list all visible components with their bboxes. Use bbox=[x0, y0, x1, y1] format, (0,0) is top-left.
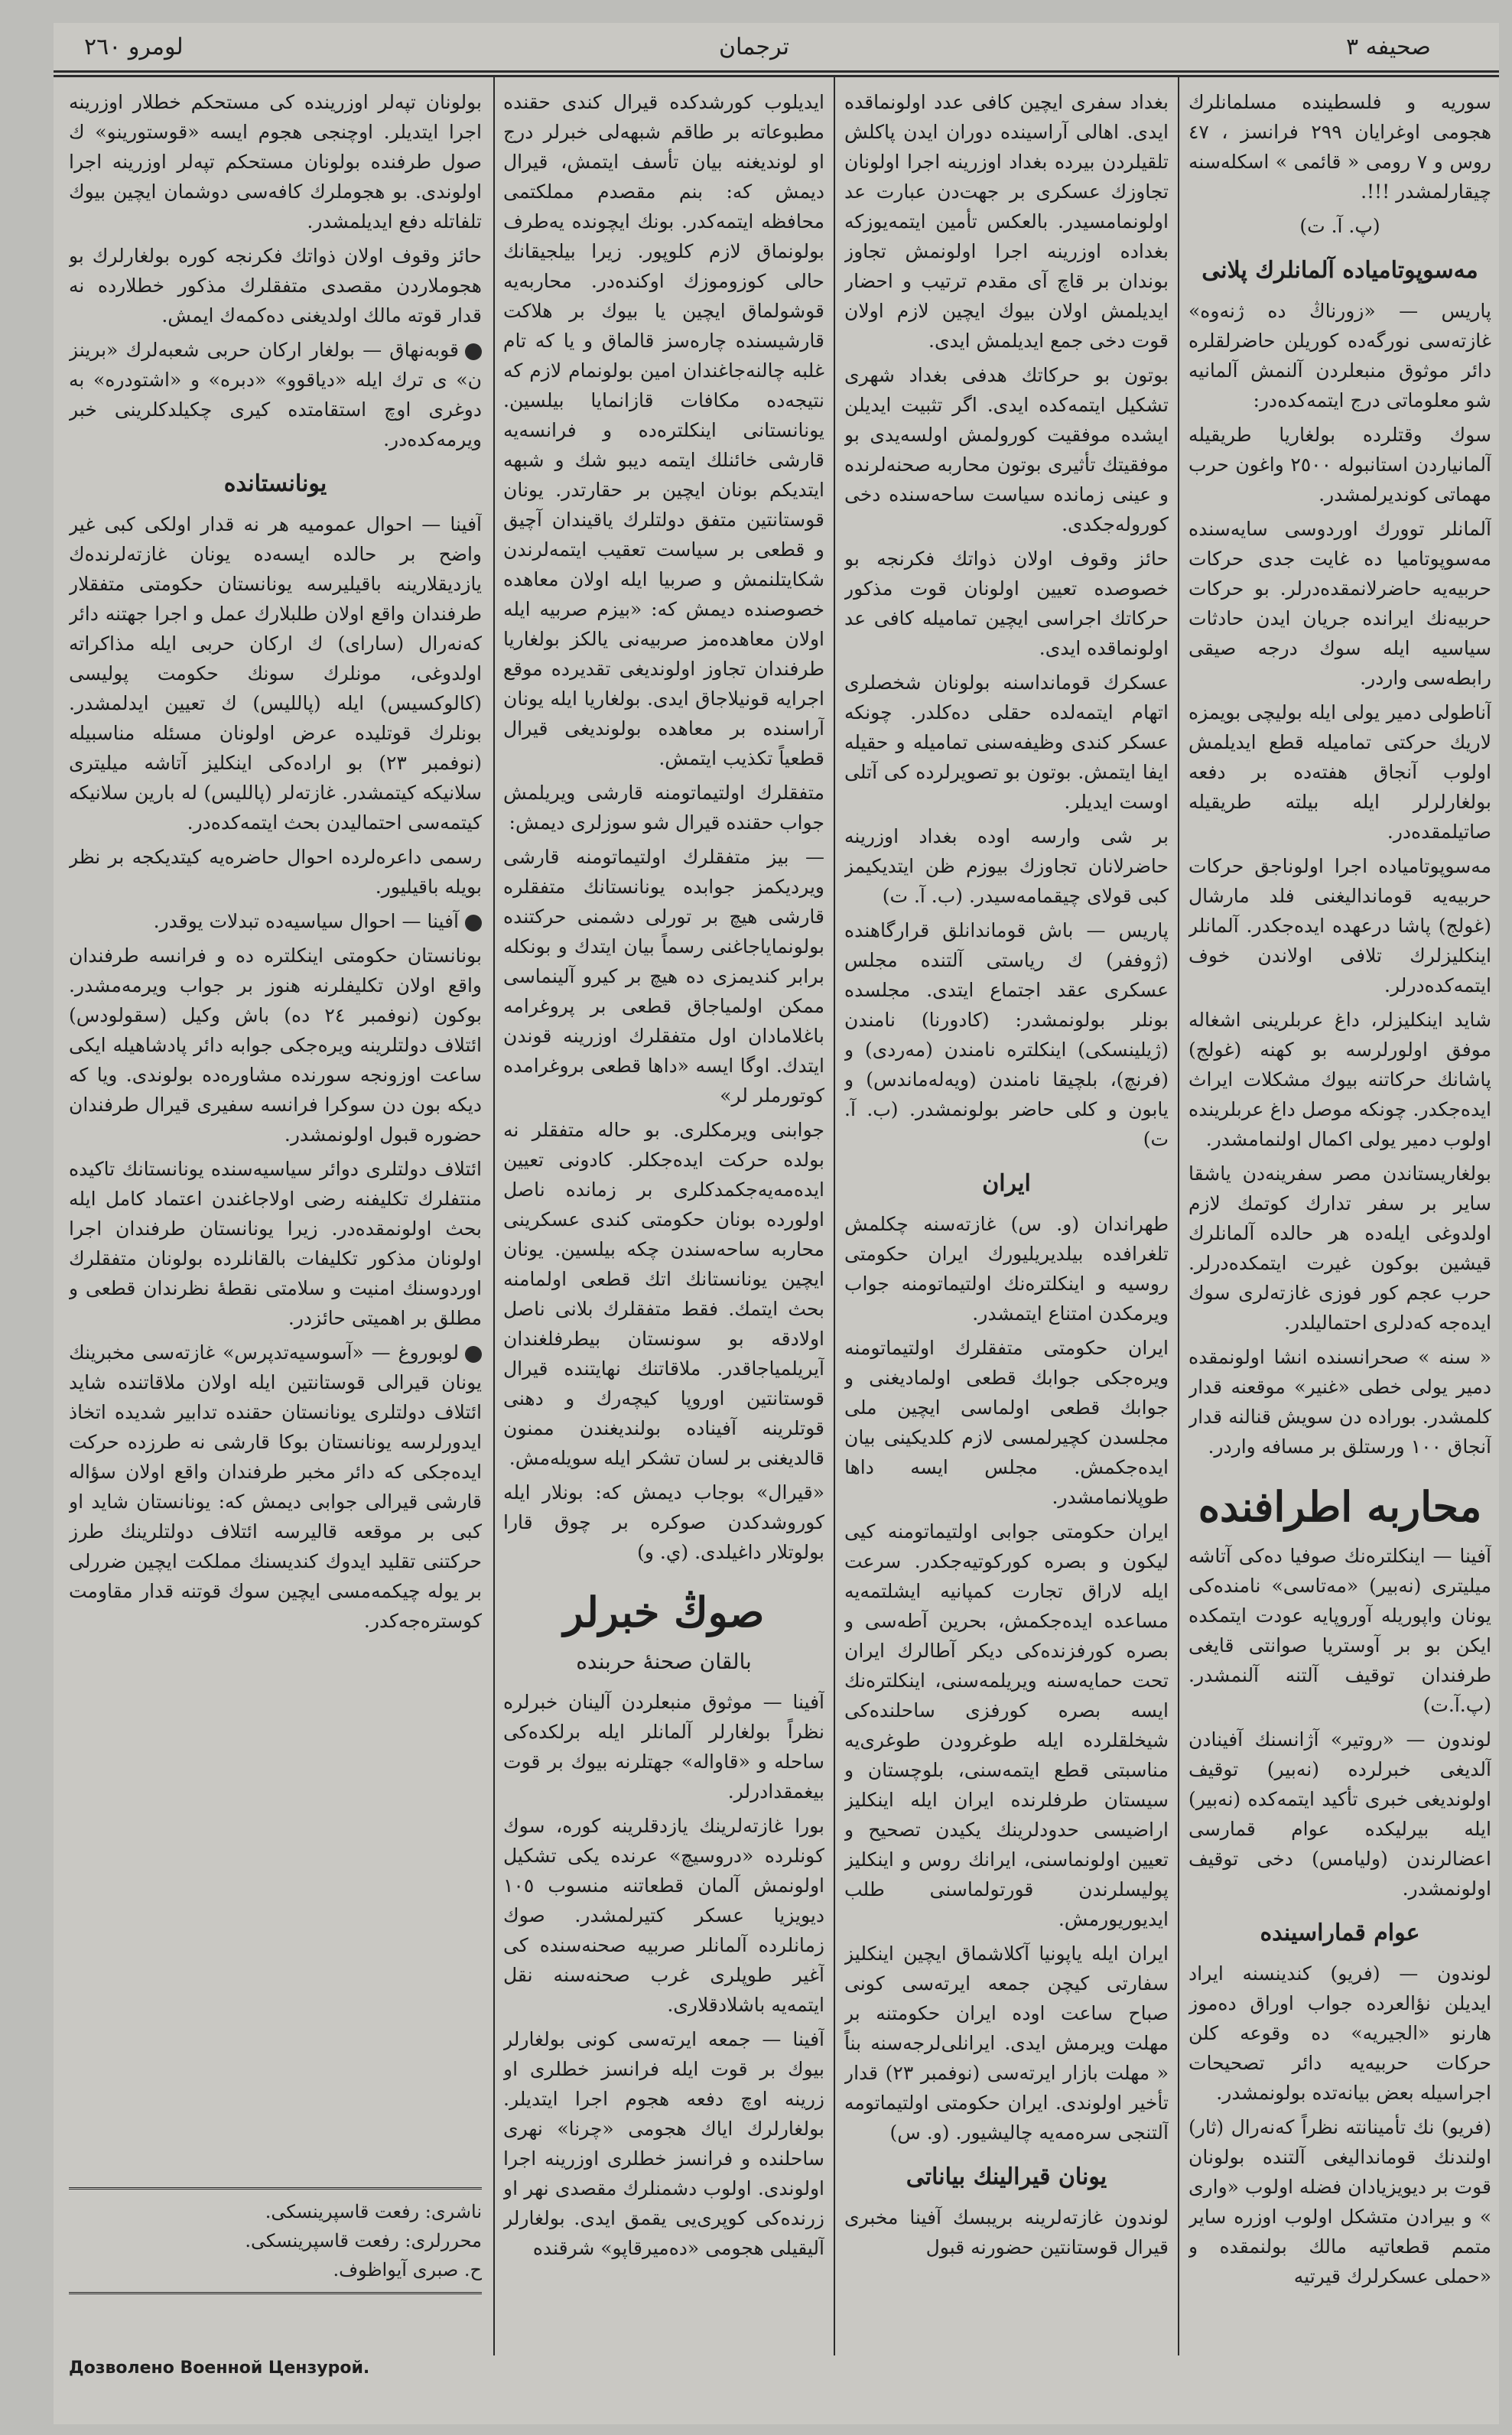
publisher-name: رفعت قاسپرينسكى. bbox=[265, 2201, 420, 2222]
article-heading: ايران bbox=[982, 1170, 1031, 1197]
editors-row bbox=[69, 2226, 482, 2255]
editor-name: ح. صبرى آيواظوف. bbox=[333, 2259, 482, 2281]
paragraph: « سنه » صحرانسنده انشا اولونمقده دمير يولى خطى «غنير» موقعنه قدار كلمشدر. بوراده دن سويش قنالنه قدار آنجاق ١٠٠ ورستلق بر مسافه واردر. bbox=[1188, 1346, 1491, 1458]
article-heading: يونان قيرالينك بياناتى bbox=[906, 2164, 1107, 2190]
censorship-note: Дозволено Военной Цензурой. bbox=[69, 2359, 370, 2378]
header-rule-2 bbox=[54, 75, 1499, 77]
column-divider bbox=[834, 76, 835, 2355]
paragraph: لوندون — «روتير» آژانسنك آفينادن آلديغى خبرلرده (نه‌بير) توقيف اولونديغى خبرى تأكيد ايتمه‌كده (نه‌بير) ايله بيرليكده عوام قمارسى اعضالرندن (وليامس) دخى توقيف اولونمشدر. bbox=[1188, 1728, 1491, 1900]
paragraph: شايد اينكليزلر، داغ عربلرينى اشغاله موفق اولورلرسه بو كهنه (غولج) پاشانك حركاتنه بيوك مشكلات ايراث ايده‌جكدر. چونكه موصل داغ عربلرينده اولوب دمير يولى اكمال اولنمامشدر. bbox=[1188, 1009, 1491, 1150]
paragraph: ايران حكومتى متفقلرك اولتيماتومنه ويره‌جكى جوابك قطعى اولماديغنى و جوابك قطعى اولماسى ايچين ملى مجلسدن كچيرلمسى لازم كلديكينى بيان ايده‌جكمش. مجلس ايسه داها طوپلانمامشدر. bbox=[844, 1337, 1169, 1508]
paragraph: لوندون غازته‌لرينه بريبسك آفينا مخبرى قيرال قوستانتين حضورنه قبول bbox=[844, 2206, 1169, 2258]
paragraph: ايران ايله ياپونيا آكلاشماق ايچين اينكليز سفارتى كيچن جمعه ايرته‌سى كونى صباح ساعت اوده ايران حكومتنه بر مهلت ويرمش ايدى. ايرانلى‌لرجه‌سنه بناً « مهلت بازار ايرته‌سى (نوفمبر ٢٣) قدار تأخير اولوندى. ايران حكومتى اولتيماتومه آلتنجى سره‌مه‌يه چاليشيور. (و. س) bbox=[844, 1942, 1169, 2144]
paragraph: آفينا — احوال عموميه هر نه قدار اولكى كبى غير واضح بر حالده ايسه‌ده يونان غازته‌لرنده‌ك يازديقلارينه باقيليرسه يونانستان حكومتى متفقلار طرفندان واقع اولان طلبلارك عمل و اجرا جهتنه دائر كه‌نه‌رال (ساراى) ك اركان حربى ايله مذاكراته اولدوغى، مونلرك سونك حكومت پوليسى (كالوكسيس) ايله (پالليس) ك تعيين ايدلمشدر. بونلرك قوتليده عرض اولونان مسئله مناسبيله (نوفمبر ٢٣) بو اراده‌كى اينكليز آتاشه ميليترى سلانيكه كيتمشدر. غازته‌لر (پالليس) له بارين سلانيكه كيتمه‌سى احتماليدن بحث ايتمه‌كده‌در. bbox=[69, 513, 482, 834]
imprint bbox=[69, 2187, 482, 2294]
paragraph: آفينا — جمعه ايرته‌سى كونى بولغارلر بيوك بر قوت ايله فرانسز خطلرى او زرينه اوچ دفعه هجوم اجرا ايتديلر. بولغارلرك اياك هجومى «چرنا» نهرى ساحلنده و فرانسز خطلرى اوزرينه اجرا اولوندى. اولوب دشمنلرك مقصدى نهر او زرنده‌كى كوپرى‌يى يقمق ايدى. بولغارلر آليقيلى هجومى «ده‌ميرقاپو» شرقنده bbox=[503, 2028, 824, 2259]
publisher-label: ناشرى: bbox=[424, 2201, 482, 2222]
paragraph: آلمانلر توورك اوردوسى سايه‌سنده مه‌سوپوتاميا ده غايت جدى حركات حربيه‌يه حاضرلانمقده‌درلر. بو حركات حربيه‌نك ايرانده جريان ايدن حادثات سياسيه ايله سوك درجه صيقى رابطه‌سى واردر. bbox=[1188, 518, 1491, 689]
paragraph: آفينا — موثوق منبعلردن آلينان خبرلره نظراً بولغارلر آلمانلر ايله برلكده‌كى ساحله و «قاواله» جهتلرنه بيوك بر قوت بيغمقدادرلر. bbox=[503, 1691, 824, 1803]
page-number: صحيفه ٣ bbox=[1346, 34, 1431, 60]
paragraph: لوندون — (فريو) كندينسنه ايراد ايديلن نؤالعرده جواب اوراق ده‌موز هارنو «الجيريه» ده وقوعه كلن حركات حربيه‌يه دائر تصحيحات اجراسيله بعض بيانه‌تده بولونمشدر. bbox=[1188, 1962, 1491, 2104]
imprint-box bbox=[69, 2172, 482, 2348]
newspaper-page bbox=[54, 23, 1499, 2424]
column-2 bbox=[844, 87, 1169, 2359]
paragraph: بوتون بو حركاتك هدفى بغداد شهرى تشكيل ايتمه‌كده ايدى. اگر تثبيت ايديلن ايشده موفقيت كورولمش اولسه‌يدى بو موفقيتك تأثيرى بوتون محاربه صحنه‌لرنده و عينى زمانده سياست ساحه‌سنده دخى كوروله‌جكدى. bbox=[844, 364, 1169, 535]
paragraph-text: آفينا — احوال سياسيه‌ده تبدلات يوقدر. bbox=[153, 910, 459, 932]
editors-label: محررلرى: bbox=[405, 2230, 482, 2251]
paragraph: سوريه و فلسطينده مسلمانلرك هجومى اوغرايان ٢٩٩ فرانسز ، ٤٧ روس و ٧ رومى « قائمى » اسكله‌سنه چيقارلمشدر !!!. bbox=[1188, 91, 1491, 203]
paragraph: ايران حكومتى جوابى اولتيماتومنه كيى ليكون و بصره كوركوتيه‌جكدر. سرعت ايله لاراق تجارت كمپانيه ايشلتمه‌يه مساعده ايده‌جكمش، بحرين آطه‌سى و بصره كورفزنده‌كى ديكر آطالرك ايران تحت حمايه‌سنه ويريلمه‌سنى، اينكلتره‌نك ايسه بصره كورفزى ساحلنده‌كى شيخلقلرده ايله طوغرودن طوغرى‌يه مناسبتى قطع ايتمه‌سنى، بلوچستان و سيستان طرفلرنده ايران ايله اينكليز اراضيسى حدودلرينك يكيدن تصحيح و تعيين اولونماسنى، ايرانك روس و اينكليز پوليسلرندن قورتولماسنى طلب ايديوريورمش. bbox=[844, 1520, 1169, 1930]
paragraph: (فريو) نك تأمينانته نظراً كه‌نه‌رال (ثار) اولندنك قومانداليغى آلتنده بولونان قوت بر ديويزيادان فضله اولوب «وارى » و بيرادن متشكل اولوب اوزره ساير متمم قطعاتيه مالك بولنمقده و «حملى عسكرلرك قيرتيه bbox=[1188, 2116, 1491, 2287]
paragraph: بونانستان حكومتى اينكلتره ده و فرانسه طرفندان واقع اولان تكليفلرنه هنوز بر جواب ويرمه‌مشدر. بوكون (نوفمبر ٢٤ ده) باش وكيل (سقولودس) ائتلاف دولتلرينه ويره‌جكى جوابه دائر پادشاهيله ايكى ساعت اوزونجه سورنده مشاوره‌ده بولوندى. ويا كه ديكه بون دن سوكرا فرانسه سفيرى قيرال طرفندان حضوره قبول اولونمشدر. bbox=[69, 944, 482, 1146]
paragraph-text: لوبوروغ — «آسوسيه‌تدپرس» غازته‌سى مخبرينك يونان قيرالى قوستانتين ايله اولان ملاقاتنده شايد ائتلاف دولتلرى يونانستان حقنده تدابير شديده اتخاذ ايدورلرسه يونانستان بوكا قارشى نه طرزده حركت ايده‌جكى كه دائر مخبر طرفندان واقع اولان سؤاله قارشى قيرالى جوابى ديمش كه: يونانستان شايد او كبى بر موقعه قاليرسه ائتلاف دولتلرينك طرز حركتنى تقليد ايدوك كنديسنك مملكت ايچين ضررلى بر يوله چيكمه‌مسى ايچين سوك قوتنه قدار مقاومت كوستره‌جه‌كدر. bbox=[69, 1341, 482, 1632]
paragraph-text: قوبه‌نهاق — بولغار اركان حربى شعبه‌لرك «برينز ن» ى ترك ايله «دياقوو» «دبره» و «اشتودره» به دوغرى اوچ استقامتده كيرى چكيلدكلرينى خبر ويرمه‌كده‌در. bbox=[69, 339, 482, 450]
section-title: محاربه اطرافنده bbox=[1198, 1482, 1482, 1531]
paragraph: پاريس — باش قوماندانلق قرارگاهنده (ژوففر) ك رياستى آلتنده مجلس عسكرى عقد اجتماع ايتدى. مجلسده بونلر بولونمشدر: (كادورنا) نامندن (ژيلينسكى) اينكلتره نامندن (مه‌ردى) و (فرنچ)، بلچيقا نامندن (ويه‌له‌ماندس) و يابون و كلى حاضر بولونمشدر. (ب. آ. ت) bbox=[844, 919, 1169, 1150]
section-subtitle: بالقان صحنهٔ حربنده bbox=[576, 1649, 752, 1674]
paragraph: سوك وقتلرده بولغاريا طريقيله آلمانياردن استانبوله ٢٥٠٠ واغون حرب مهماتى كونديرلمشدر. bbox=[1188, 424, 1491, 506]
source-tag: (پ. آ. ت) bbox=[1299, 215, 1380, 237]
column-1 bbox=[1188, 87, 1491, 2359]
bullet-icon bbox=[465, 915, 482, 931]
article-heading: يونانستانده bbox=[223, 470, 327, 497]
editors-row-2 bbox=[69, 2255, 482, 2284]
paragraph: حائز وقوف اولان ذواتك فكرنجه كوره بولغارلرك بو هجوملاردن مقصدى متفقلرك مذكور خطلارده نه قدار قوته مالك اولديغنى ده‌كمه‌ك ايمش. bbox=[69, 245, 482, 327]
paragraph: رسمى داعره‌لرده احوال حاضره‌يه كيتديكجه بر نظر بويله باقيليور. bbox=[69, 846, 482, 898]
header-rule bbox=[54, 70, 1499, 73]
paragraph: بر شى وارسه اوده بغداد اوزرينه حاضرلانان تجاوزك بيوزم ظن ايتديكيمز كبى قولاى چيقمامه‌سيدر. (ب. آ. ت) bbox=[844, 825, 1169, 907]
section-title: صوڭ خبرلر bbox=[563, 1588, 765, 1637]
paragraph: مه‌سوپوتاميا‌ده اجرا اولوناجق حركات حربيه‌يه قومانداليغنى فلد مارشال (غولج) پاشا درعهده ايده‌جكدر. آلمانلر اينكليزلرك تلافى اولاندن خوف ايتمه‌كده‌درلر. bbox=[1188, 855, 1491, 996]
paragraph: آفينا — اينكلتره‌نك صوفيا ده‌كى آتاشه ميليترى (نه‌بير) «مه‌تاسى» نامنده‌كى يونان واپوريله آوروپايه عودت ايتمكده ايكن بو بر آوستريا صوانتى قايغى طرفندان توقيف آلتنه آلنمشدر. (پ.آ.ت) bbox=[1188, 1545, 1491, 1716]
column-divider bbox=[1178, 76, 1179, 2355]
paragraph: — بيز متفقلرك اولتيماتومنه قارشى ويرديكمز جوابده يونانستانك متفقلره قارشى هيچ بر تورلى دشمنى حركتنده بولونماياجاغنى رسماً بيان ايتدك و بونكله برابر كنديمزى ده هيچ بر كيرو آلينماسى ممكن اولمياجاق قطعى بر پروغرامه باغلامادان اول متفقلرك اوزرينه قوندن ايتدك. اوگا ايسه «داها قطعى بروغرامده كوتورملر لر» bbox=[503, 846, 824, 1107]
bullet-icon bbox=[465, 1346, 482, 1363]
paragraph: ائتلاف دولتلرى دوائر سياسيه‌سنده يونانستانك تاكيده منتفلرك تكليفنه رضى اولاجاغندن اعتماد كامل ايله بحث اولونمقده‌در. زيرا يونانستان طرفندان اجرا اولونان مذكور تكليفات بالقانلرده بولونان متفقلرك اوردوسنك امنيت و سلامتى نقطهٔ نظرندان قطعى و مطلق بر اهميتى حائزدر. bbox=[69, 1158, 482, 1329]
paragraph: طهراندان (و. س) غازته‌سنه چكلمش تلغرافده بيلديريليورك ايران حكومتى روسيه و اينكلتره‌نك اولتيماتومنه جواب ويرمكدن امتناع ايتمشدر. bbox=[844, 1213, 1169, 1325]
paragraph bbox=[69, 906, 482, 936]
article-heading: مه‌سوپوتاميا‌ده آلمانلرك پلانى bbox=[1201, 257, 1478, 284]
paragraph: حائز وقوف اولان ذواتك فكرنجه بو خصوصده تعيين اولونان قوت مذكور حركاتك اجراسى ايچين تماميله كافى عد اولونماقده ايدى. bbox=[844, 548, 1169, 659]
paragraph: جوابنى ويرمكلرى. بو حاله متفقلر نه بولده حركت ايده‌جكلر. كادونى تعيين ايده‌مه‌يه‌جكمدكلرى بر زمانده ناصل اولورده بونان حكومتى كندى عسكرينى محاربه ساحه‌سندن چكه بيلسين. يونان ايچين يونانستانك اتك قطعى اولمامنه بحث ايتمك. فقط متفقلرك بلانى ناصل اولادقه بو سونستان بيطرفلغندان آيريلمياجاقدر. ملاقاتنك نهايتنده قيرال قوستانتين اوروپا كيچه‌رك و دهنى قوتلرينه آفيناده بولنديغندن ممنون قالديغنى بر لسان تشكر ايله سويله‌مش. bbox=[503, 1119, 824, 1469]
bullet-icon bbox=[465, 343, 482, 360]
editor-name: رفعت قاسپرينسكى. bbox=[245, 2230, 399, 2251]
paragraph: عسكرك قومانداسنه بولونان شخصلرى اتهام ايتمه‌لده حقلى ده‌كلدر. چونكه عسكر كندى وظيفه‌سنى تماميله و حقيله ايفا ايتمش. بوتون بو تصويرلرده كى آتلى اوست ايديلر. bbox=[844, 671, 1169, 813]
issue-number: لومرو ٢٦٠ bbox=[84, 34, 184, 60]
paragraph bbox=[69, 1338, 482, 1636]
publisher-row bbox=[69, 2197, 482, 2226]
column-divider bbox=[493, 76, 495, 2355]
column-3 bbox=[503, 87, 824, 2359]
newspaper-title: ترجمان bbox=[719, 34, 789, 60]
paragraph: ايديلوب كورشدكده قيرال كندى حقنده مطبوعاته بر طاقم شبهه‌لى خبرلر درج او لونديغنه بيان تأسف ايتمش، قيرال ديمش كه: بنم مقصدم مملكتمى محافظه ايتمه‌كدر. بونك ايچونده يه‌طرف بولونماق لازم كلوپور. زيرا بيلجيقانك حالى كوزوموزك اوكنده‌در. محاربه‌يه قوشولماق ايچين يا بيوك بر هلاكت قارشيسنده چاره‌سز قالماق و يا كه تام غلبه چالنه‌جاغندان امين بولونمام لازم كه نتيجه‌ده مكافات قازانمايا بيلسين. يونانستانى اينكلتره‌ده و فرانسه‌يه قارشى خائنلك ايتمه ديبو شك و شبهه ايتديكم بونان ايچين بر حقارتدر. يونان قوستانتين متفق دولتلرك ياقيندان آچيق و قطعى بر سياست تعقيب ايتمه‌لرندن شكايتلنمش و صربيا ايله اولان معاهده خصوصنده ديمش كه: «بيزم صربيه ايله اولان معاهده‌مز صربيه‌نى يالكز بولغاريا طرفندان تجاوز اولونديغى تقديرده موقع اجرايه قونيلاجاق ايدى. بولغاريا ايله يونان آراسنده بر معاهده بولونديغى قيرال قطعياً تكذيب ايتمش. bbox=[503, 91, 824, 769]
paragraph: پاريس — «زورناڭ ده ژنه‌وه» غازته‌سى نورگه‌ده كوريلن حاضرلقلره دائر موثوق منبعلردن آلنمش آلمانيه شو معلوماتى درج ايتمه‌كده‌در: bbox=[1188, 300, 1491, 411]
paragraph: بورا غازته‌لرينك يازدقلرينه كوره، سوك كونلرده «دروسيچ» عرنده يكى تشكيل اولونمش آلمان قطعاتنه منسوب ١٠٥ ديويزيا عسكر كتيرلمشدر. صوك زمانلرده آلمانلر صربيه صحنه‌سنده كى آغير طوپلرى غرب صحنه‌سنه نقل ايتمه‌يه باشلادقلارى. bbox=[503, 1815, 824, 2016]
page-header bbox=[54, 23, 1499, 73]
paragraph: آناطولى دمير يولى ايله بوليچى بويمزه لاريك حركتى تماميله قطع ايديلمش اولوب آنجاق هفته‌ده بر دفعه بولغارلرلر ايله بيلته طريقيله صاتيلمقده‌در. bbox=[1188, 701, 1491, 843]
paragraph: «قيرال» بوجاب ديمش كه: بونلار ايله كوروشدكدن صوكره بر چوق قارا بولوتلار داغيلدى. (ي. و) bbox=[503, 1481, 824, 1563]
paragraph: بولونان تپه‌لر اوزرينده كى مستحكم خطلار اوزرينه اجرا ايتديلر. اوچنجى هجوم ايسه «قوستورينو» ك صول طرفنده بولونان مستحكم تپه‌لر اوزرينه اجرا اولوندى. بو هجوملرك كافه‌سى دوشمان ايچين بيوك تلفاتله دفع ايديلمشدر. bbox=[69, 91, 482, 232]
column-4 bbox=[69, 87, 482, 2167]
paragraph bbox=[69, 335, 482, 454]
paragraph: متفقلرك اولتيماتومنه قارشى ويريلمش جواب حقنده قيرال شو سوزلرى ديمش: bbox=[503, 782, 824, 834]
paragraph: بغداد سفرى ايچين كافى عدد اولونماقده ايدى. اهالى آراسينده دوران ايدن پاكلش تلقيلردن بيرده بغداد اوزرينه اجرا اولونان تجاوزك عسكرى بر جهت‌دن عبارت عد اولونمامسيدر. بالعكس تأمين ايتمه‌يوزكه بغداده اوزرينه اجرا اولونمش تجاوز بوندان بر قاچ آى مقدم ترتيب و احضار ايديلمش اولان بيوك ايچين لازم اولان قوت دخى جمع ايديلمش ايدى. bbox=[844, 91, 1169, 352]
article-heading: عوام قماراسينده bbox=[1260, 1920, 1420, 1946]
paragraph: بولغاريستاندن مصر سفرينه‌دن ياشقا ساير بر سفر تدارك كوتمك لازم اولدوغى ايله‌ده هر حالده آلمانلرك قيشين بوكون غيرت ايتمكده‌درلر. حرب عجم كور فوزى غازته‌لرى سوك ايده‌جه كه‌دلرى احتماليلدر. bbox=[1188, 1162, 1491, 1334]
